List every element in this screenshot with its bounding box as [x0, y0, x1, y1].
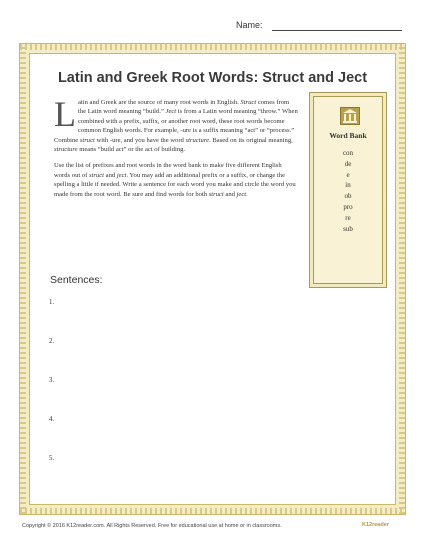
- copyright-text: Copyright © 2016 K12reader.com. All Rights Reserved. Free for educational use at home or in classrooms.: [22, 523, 282, 529]
- word-bank-inner: [313, 96, 383, 284]
- passage-text-run: Ject: [165, 108, 177, 116]
- passage-text-run: ject: [116, 171, 127, 179]
- word-bank-item: de: [344, 159, 352, 168]
- instruction-passage: [54, 94, 298, 206]
- passage-text-run: struct: [88, 171, 105, 179]
- name-row: [0, 18, 425, 34]
- sentence-number-3: 3.: [49, 377, 55, 384]
- passage-text-run: structure: [54, 146, 78, 154]
- passage-text-run: .: [246, 190, 248, 198]
- word-bank-title: Word Bank: [329, 131, 367, 140]
- passage-text-run: and: [104, 171, 117, 179]
- passage-text-run: is from a Latin word meaning “throw.” When combined with a prefix, suffix, or another root word, these root words become common English words. For example, -ure is a suffix meaning “act” or “process.” Combine: [54, 108, 298, 144]
- passage-text-run: with -ure, and you have the word: [94, 136, 186, 144]
- sentence-number-5: 5.: [49, 455, 55, 462]
- sentence-number-1: 1.: [49, 299, 55, 306]
- word-bank-item: e: [346, 170, 350, 179]
- word-bank-item: sub: [343, 224, 353, 233]
- passage-paragraph-1: [54, 94, 298, 154]
- word-bank-item: pro: [343, 202, 353, 211]
- passage-text-run: . Based on its original meaning,: [209, 136, 293, 144]
- passage-text-run: struct: [208, 190, 224, 198]
- passage-text-run: Struct: [240, 99, 257, 106]
- passage-text-run: ject: [236, 190, 247, 198]
- passage-paragraph-2: [54, 161, 298, 199]
- passage-text-run: means “build act” or the act of building.: [77, 146, 186, 154]
- passage-text-run: struct: [79, 136, 95, 144]
- passage-text-run: Use the list of prefixes and root words in the word bank to make five different English words out of: [54, 162, 282, 179]
- passage-text-run: structure: [185, 136, 210, 144]
- worksheet-content: [29, 53, 396, 505]
- sentences-heading: Sentences:: [50, 274, 103, 286]
- sentence-number-2: 2.: [49, 338, 55, 345]
- word-bank-list: [314, 148, 382, 234]
- passage-text-run: and: [223, 190, 237, 198]
- word-bank-item: con: [342, 149, 354, 157]
- word-bank-box: [309, 92, 387, 288]
- sentence-number-4: 4.: [49, 416, 55, 423]
- k12reader-logo: K12reader: [362, 522, 389, 528]
- name-input-line[interactable]: [272, 30, 402, 31]
- name-label: Name:: [236, 20, 263, 30]
- word-bank-item: ob: [344, 192, 352, 201]
- passage-text-run: . You may add an additional prefix or a suffix, or change the spelling a little if needed. Write a sentence for each word you make and circle the word you made from the root word. Be sure and find words for both: [54, 171, 296, 198]
- worksheet-frame: [19, 43, 406, 515]
- word-bank-item: re: [345, 213, 351, 222]
- word-bank-item: in: [345, 181, 351, 190]
- passage-text-run: atin and Greek are the source of many root words in English.: [78, 99, 241, 106]
- drop-cap: L: [54, 94, 76, 134]
- worksheet-title: Latin and Greek Root Words: Struct and Ject: [57, 70, 368, 86]
- classical-building-icon: [340, 107, 360, 125]
- passage-text-run: comes from the Latin word meaning “build.”: [78, 99, 290, 116]
